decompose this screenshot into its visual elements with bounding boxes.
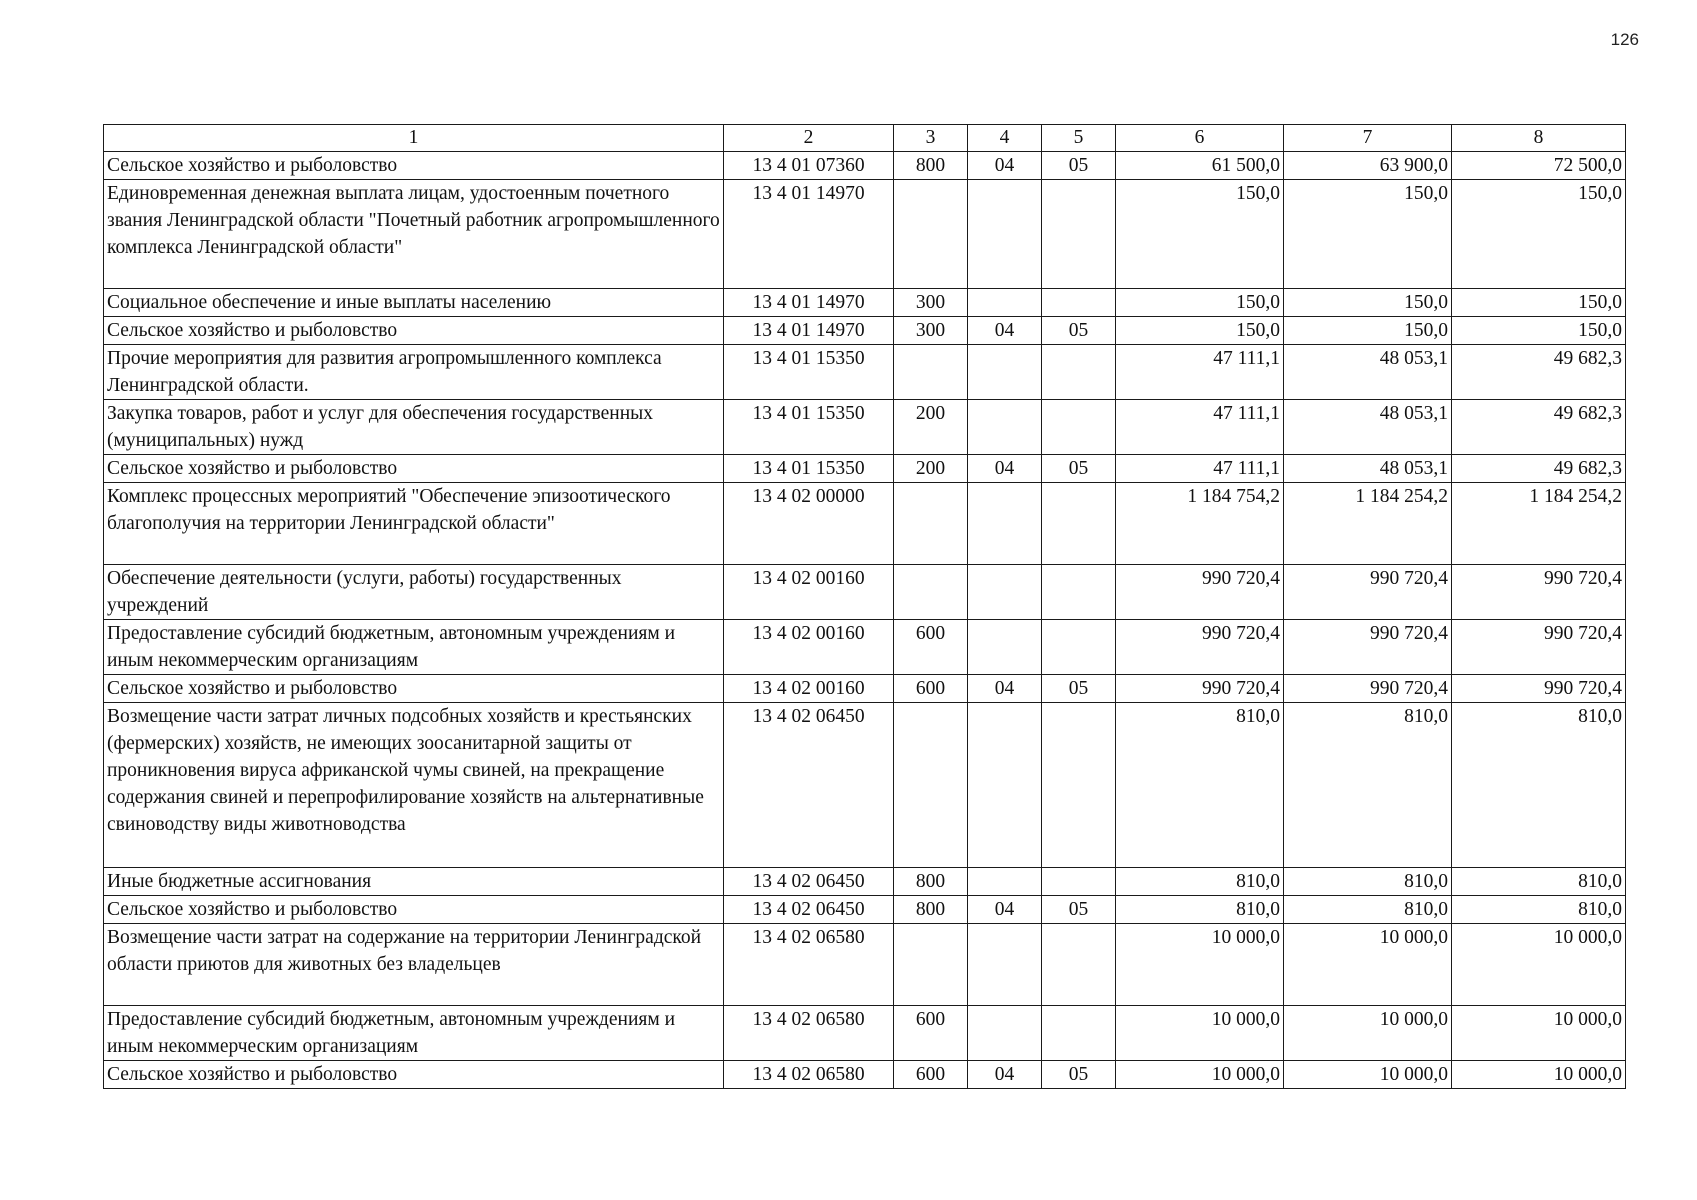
header-cell: 8 <box>1452 125 1626 152</box>
row-value-cell: 990 720,4 <box>1116 565 1284 620</box>
row-section-cell <box>968 620 1042 675</box>
table-row <box>104 455 1626 483</box>
row-subsection-cell: 05 <box>1042 152 1116 180</box>
header-row <box>104 125 1626 152</box>
row-value-cell: 10 000,0 <box>1284 1061 1452 1089</box>
row-value-cell: 10 000,0 <box>1452 924 1626 1006</box>
row-value-cell: 47 111,1 <box>1116 400 1284 455</box>
row-section-cell: 04 <box>968 152 1042 180</box>
row-code-cell: 13 4 01 15350 <box>724 345 894 400</box>
row-value-cell: 150,0 <box>1284 289 1452 317</box>
row-subsection-cell: 05 <box>1042 896 1116 924</box>
row-name-cell: Сельское хозяйство и рыболовство <box>104 317 724 345</box>
row-value-cell: 48 053,1 <box>1284 345 1452 400</box>
row-code-cell: 13 4 02 00000 <box>724 483 894 565</box>
row-value-cell: 990 720,4 <box>1452 620 1626 675</box>
row-value-cell: 150,0 <box>1284 180 1452 289</box>
table-row <box>104 1006 1626 1061</box>
row-section-cell <box>968 703 1042 868</box>
row-value-cell: 990 720,4 <box>1452 675 1626 703</box>
row-code-cell: 13 4 02 06450 <box>724 703 894 868</box>
table-row <box>104 483 1626 565</box>
header-cell: 7 <box>1284 125 1452 152</box>
row-subsection-cell: 05 <box>1042 675 1116 703</box>
row-value-cell: 72 500,0 <box>1452 152 1626 180</box>
table-row <box>104 675 1626 703</box>
row-value-cell: 810,0 <box>1116 703 1284 868</box>
row-value-cell: 10 000,0 <box>1116 924 1284 1006</box>
row-type-cell: 300 <box>894 289 968 317</box>
row-subsection-cell <box>1042 400 1116 455</box>
table-row <box>104 1061 1626 1089</box>
row-code-cell: 13 4 02 06580 <box>724 1006 894 1061</box>
row-value-cell: 990 720,4 <box>1116 675 1284 703</box>
row-type-cell: 200 <box>894 455 968 483</box>
row-section-cell: 04 <box>968 896 1042 924</box>
row-code-cell: 13 4 01 07360 <box>724 152 894 180</box>
row-value-cell: 150,0 <box>1452 289 1626 317</box>
header-cell: 4 <box>968 125 1042 152</box>
row-value-cell: 990 720,4 <box>1116 620 1284 675</box>
row-subsection-cell <box>1042 483 1116 565</box>
row-code-cell: 13 4 01 14970 <box>724 317 894 345</box>
row-code-cell: 13 4 01 14970 <box>724 180 894 289</box>
row-name-cell: Сельское хозяйство и рыболовство <box>104 152 724 180</box>
row-code-cell: 13 4 01 15350 <box>724 400 894 455</box>
row-subsection-cell <box>1042 924 1116 1006</box>
row-code-cell: 13 4 01 15350 <box>724 455 894 483</box>
table-row <box>104 152 1626 180</box>
row-value-cell: 990 720,4 <box>1452 565 1626 620</box>
row-subsection-cell <box>1042 1006 1116 1061</box>
row-section-cell <box>968 924 1042 1006</box>
row-value-cell: 810,0 <box>1284 703 1452 868</box>
row-value-cell: 49 682,3 <box>1452 345 1626 400</box>
table-row <box>104 565 1626 620</box>
row-section-cell <box>968 1006 1042 1061</box>
row-name-cell: Социальное обеспечение и иные выплаты населению <box>104 289 724 317</box>
row-value-cell: 810,0 <box>1452 703 1626 868</box>
row-value-cell: 990 720,4 <box>1284 565 1452 620</box>
row-subsection-cell <box>1042 620 1116 675</box>
table-row <box>104 317 1626 345</box>
row-code-cell: 13 4 02 00160 <box>724 675 894 703</box>
row-subsection-cell: 05 <box>1042 317 1116 345</box>
row-code-cell: 13 4 02 06580 <box>724 924 894 1006</box>
row-value-cell: 10 000,0 <box>1116 1006 1284 1061</box>
table-row <box>104 289 1626 317</box>
row-section-cell <box>968 483 1042 565</box>
row-type-cell: 800 <box>894 896 968 924</box>
row-value-cell: 48 053,1 <box>1284 400 1452 455</box>
table-row <box>104 868 1626 896</box>
row-value-cell: 150,0 <box>1116 180 1284 289</box>
row-type-cell <box>894 180 968 289</box>
row-section-cell: 04 <box>968 317 1042 345</box>
row-value-cell: 810,0 <box>1116 896 1284 924</box>
row-value-cell: 61 500,0 <box>1116 152 1284 180</box>
row-name-cell: Иные бюджетные ассигнования <box>104 868 724 896</box>
row-value-cell: 150,0 <box>1116 317 1284 345</box>
row-subsection-cell <box>1042 345 1116 400</box>
row-type-cell: 600 <box>894 1006 968 1061</box>
row-name-cell: Сельское хозяйство и рыболовство <box>104 675 724 703</box>
row-code-cell: 13 4 02 06450 <box>724 896 894 924</box>
row-value-cell: 47 111,1 <box>1116 455 1284 483</box>
table-body <box>104 152 1626 1089</box>
row-name-cell: Прочие мероприятия для развития агропромышленного комплекса Ленинградской области. <box>104 345 724 400</box>
row-section-cell <box>968 345 1042 400</box>
row-value-cell: 150,0 <box>1284 317 1452 345</box>
budget-table <box>103 124 1626 1089</box>
row-value-cell: 1 184 254,2 <box>1452 483 1626 565</box>
header-cell: 2 <box>724 125 894 152</box>
row-section-cell <box>968 180 1042 289</box>
row-subsection-cell: 05 <box>1042 455 1116 483</box>
row-value-cell: 10 000,0 <box>1284 1006 1452 1061</box>
row-value-cell: 48 053,1 <box>1284 455 1452 483</box>
row-type-cell: 600 <box>894 675 968 703</box>
row-value-cell: 1 184 254,2 <box>1284 483 1452 565</box>
row-type-cell <box>894 924 968 1006</box>
row-value-cell: 990 720,4 <box>1284 675 1452 703</box>
row-code-cell: 13 4 02 06450 <box>724 868 894 896</box>
table-row <box>104 924 1626 1006</box>
row-value-cell: 10 000,0 <box>1116 1061 1284 1089</box>
header-cell: 1 <box>104 125 724 152</box>
row-value-cell: 810,0 <box>1452 868 1626 896</box>
row-value-cell: 150,0 <box>1452 317 1626 345</box>
row-section-cell: 04 <box>968 1061 1042 1089</box>
row-subsection-cell: 05 <box>1042 1061 1116 1089</box>
header-cell: 3 <box>894 125 968 152</box>
row-value-cell: 10 000,0 <box>1452 1061 1626 1089</box>
row-value-cell: 10 000,0 <box>1284 924 1452 1006</box>
row-type-cell: 800 <box>894 152 968 180</box>
page-number: 126 <box>1610 30 1639 49</box>
row-name-cell: Предоставление субсидий бюджетным, автономным учреждениям и иным некоммерческим организациям <box>104 1006 724 1061</box>
row-name-cell: Сельское хозяйство и рыболовство <box>104 1061 724 1089</box>
row-subsection-cell <box>1042 180 1116 289</box>
row-type-cell: 600 <box>894 1061 968 1089</box>
row-value-cell: 49 682,3 <box>1452 400 1626 455</box>
row-name-cell: Сельское хозяйство и рыболовство <box>104 896 724 924</box>
row-section-cell <box>968 400 1042 455</box>
row-value-cell: 810,0 <box>1284 868 1452 896</box>
row-type-cell: 300 <box>894 317 968 345</box>
header-cell: 6 <box>1116 125 1284 152</box>
row-code-cell: 13 4 02 00160 <box>724 620 894 675</box>
row-value-cell: 810,0 <box>1116 868 1284 896</box>
table-row <box>104 180 1626 289</box>
row-name-cell: Возмещение части затрат личных подсобных хозяйств и крестьянских (фермерских) хозяйств, не имеющих зоосанитарной защиты от проникновения вируса африканской чумы свиней, на прекращение содержания свиней и перепрофилирование хозяйств на альтернативные свиноводству виды животноводства <box>104 703 724 868</box>
row-value-cell: 10 000,0 <box>1452 1006 1626 1061</box>
row-value-cell: 1 184 754,2 <box>1116 483 1284 565</box>
row-value-cell: 49 682,3 <box>1452 455 1626 483</box>
row-value-cell: 810,0 <box>1452 896 1626 924</box>
row-type-cell: 600 <box>894 620 968 675</box>
row-value-cell: 990 720,4 <box>1284 620 1452 675</box>
row-value-cell: 150,0 <box>1116 289 1284 317</box>
row-subsection-cell <box>1042 565 1116 620</box>
row-value-cell: 150,0 <box>1452 180 1626 289</box>
row-section-cell <box>968 289 1042 317</box>
row-code-cell: 13 4 02 06580 <box>724 1061 894 1089</box>
row-name-cell: Предоставление субсидий бюджетным, автономным учреждениям и иным некоммерческим организациям <box>104 620 724 675</box>
row-section-cell <box>968 565 1042 620</box>
header-cell: 5 <box>1042 125 1116 152</box>
row-name-cell: Комплекс процессных мероприятий "Обеспечение эпизоотического благополучия на территории Ленинградской области" <box>104 483 724 565</box>
table-row <box>104 345 1626 400</box>
row-type-cell: 200 <box>894 400 968 455</box>
row-subsection-cell <box>1042 703 1116 868</box>
row-subsection-cell <box>1042 289 1116 317</box>
row-name-cell: Единовременная денежная выплата лицам, удостоенным почетного звания Ленинградской области "Почетный работник агропромышленного комплекса Ленинградской области" <box>104 180 724 289</box>
table-row <box>104 896 1626 924</box>
row-name-cell: Закупка товаров, работ и услуг для обеспечения государственных (муниципальных) нужд <box>104 400 724 455</box>
row-section-cell: 04 <box>968 675 1042 703</box>
row-subsection-cell <box>1042 868 1116 896</box>
table-row <box>104 400 1626 455</box>
row-type-cell <box>894 345 968 400</box>
table-row <box>104 620 1626 675</box>
row-value-cell: 810,0 <box>1284 896 1452 924</box>
row-code-cell: 13 4 02 00160 <box>724 565 894 620</box>
row-name-cell: Обеспечение деятельности (услуги, работы) государственных учреждений <box>104 565 724 620</box>
row-type-cell <box>894 703 968 868</box>
row-value-cell: 47 111,1 <box>1116 345 1284 400</box>
row-value-cell: 63 900,0 <box>1284 152 1452 180</box>
row-name-cell: Возмещение части затрат на содержание на территории Ленинградской области приютов для животных без владельцев <box>104 924 724 1006</box>
row-type-cell: 800 <box>894 868 968 896</box>
row-code-cell: 13 4 01 14970 <box>724 289 894 317</box>
row-type-cell <box>894 565 968 620</box>
row-name-cell: Сельское хозяйство и рыболовство <box>104 455 724 483</box>
row-section-cell: 04 <box>968 455 1042 483</box>
row-section-cell <box>968 868 1042 896</box>
table-row <box>104 703 1626 868</box>
row-type-cell <box>894 483 968 565</box>
